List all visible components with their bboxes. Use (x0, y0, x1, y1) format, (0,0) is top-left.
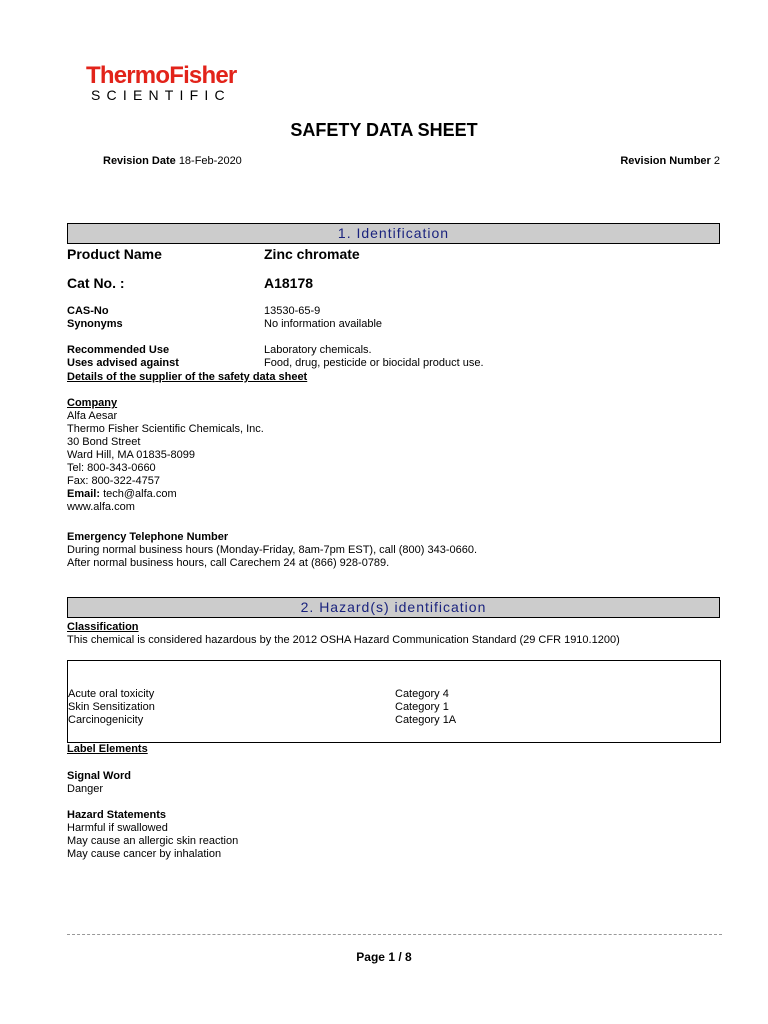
emergency-line: After normal business hours, call Carechem 24 at (866) 928-0789. (67, 557, 390, 569)
revision-number-value: 2 (713, 155, 720, 167)
classification-table (67, 660, 721, 743)
emergency-phone-label: Emergency Telephone Number (67, 531, 229, 543)
brand-logo-subtitle: SCIENTIFIC (91, 87, 231, 103)
page-value: 1 / 8 (388, 950, 412, 964)
email-line (67, 488, 264, 501)
company-line: 30 Bond Street (67, 436, 141, 448)
hazard-class-name: Acute oral toxicity (68, 688, 155, 700)
hazard-class-category: Category 4 (395, 688, 449, 700)
company-address (67, 410, 264, 514)
hazard-class-names (68, 688, 155, 727)
label-elements-heading: Label Elements (67, 743, 148, 755)
company-line: Ward Hill, MA 01835-8099 (67, 449, 195, 461)
hazard-class-categories (395, 688, 456, 727)
signal-word-value: Danger (67, 783, 104, 795)
signal-word-label: Signal Word (67, 770, 131, 782)
cat-no-label: Cat No. : (67, 275, 125, 291)
revision-date-label: Revision Date (103, 155, 176, 167)
uses-advised-against-label: Uses advised against (67, 357, 179, 369)
hazard-statement: Harmful if swallowed (67, 822, 168, 834)
uses-advised-against-value: Food, drug, pesticide or biocidal product use. (264, 357, 484, 369)
email-label: Email: (67, 488, 101, 500)
company-line: Fax: 800-322-4757 (67, 475, 160, 487)
cat-no-value: A18178 (264, 275, 314, 291)
revision-number (620, 155, 720, 168)
website: www.alfa.com (67, 501, 135, 513)
page-indicator (0, 950, 768, 964)
document-title: SAFETY DATA SHEET (290, 120, 478, 140)
recommended-use-value: Laboratory chemicals. (264, 344, 372, 356)
revision-date-value: 18-Feb-2020 (178, 155, 242, 167)
hazard-statements-list (67, 822, 238, 861)
company-label: Company (67, 397, 118, 409)
company-line: Alfa Aesar (67, 410, 118, 422)
revision-number-label: Revision Number (620, 155, 711, 167)
page-label: Page (356, 950, 385, 964)
synonyms-label: Synonyms (67, 318, 123, 330)
company-line: Thermo Fisher Scientific Chemicals, Inc. (67, 423, 264, 435)
product-name-value: Zinc chromate (264, 246, 360, 262)
company-line: Tel: 800-343-0660 (67, 462, 156, 474)
hazard-class-name: Carcinogenicity (68, 714, 144, 726)
emergency-phone-text (67, 544, 477, 570)
hazard-class-name: Skin Sensitization (68, 701, 155, 713)
classification-label: Classification (67, 621, 139, 633)
hazard-class-category: Category 1A (395, 714, 457, 726)
hazard-class-category: Category 1 (395, 701, 449, 713)
hazard-statements-label: Hazard Statements (67, 809, 167, 821)
hazard-statement: May cause an allergic skin reaction (67, 835, 239, 847)
brand-logo-name: ThermoFisher (86, 62, 237, 89)
synonyms-value: No information available (264, 318, 383, 330)
classification-text: This chemical is considered hazardous by the 2012 OSHA Hazard Communication Standard (29 CFR 1910.1200) (67, 634, 620, 646)
cas-label: CAS-No (67, 305, 109, 317)
hazard-statement: May cause cancer by inhalation (67, 848, 222, 860)
supplier-details-heading: Details of the supplier of the safety data sheet (67, 371, 308, 383)
recommended-use-label: Recommended Use (67, 344, 170, 356)
cas-value: 13530-65-9 (264, 305, 321, 317)
footer-divider (67, 934, 722, 935)
product-name-label: Product Name (67, 246, 162, 262)
emergency-line: During normal business hours (Monday-Friday, 8am-7pm EST), call (800) 343-0660. (67, 544, 478, 556)
section-header-hazards: 2. Hazard(s) identification (67, 597, 720, 618)
revision-date (103, 155, 242, 168)
section-header-identification: 1. Identification (67, 223, 720, 244)
email-value: tech@alfa.com (103, 488, 177, 500)
